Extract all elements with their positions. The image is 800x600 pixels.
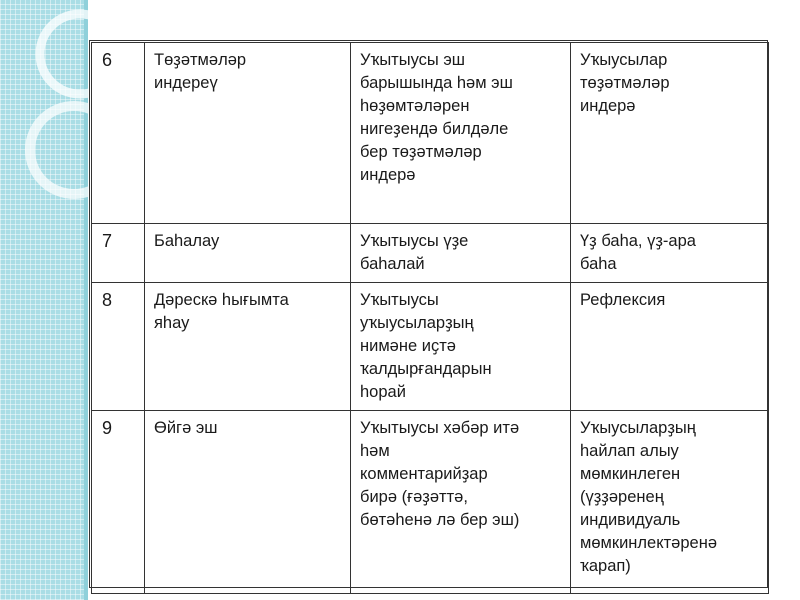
students-activity-cell: Уҡыусылар төҙәтмәләр индерә (571, 43, 769, 224)
row-number: 8 (92, 283, 145, 411)
table-row (92, 224, 769, 283)
stage-cell: Төҙәтмәләр индереү (145, 43, 351, 224)
teacher-activity-cell: Уҡытыусы хәбәр итә һәм комментарийҙар бирә (ғәҙәттә, бөтәһенә лә бер эш) (351, 411, 571, 594)
row-number: 7 (92, 224, 145, 283)
students-activity-cell: Рефлексия (571, 283, 769, 411)
students-activity-cell: Уҡыусыларҙың һайлап алыу мөмкинлеген (үҙҙәренең индивидуаль мөмкинлектәренә ҡарап) (571, 411, 769, 594)
row-number: 9 (92, 411, 145, 594)
table-row (92, 411, 769, 594)
teacher-activity-cell: Уҡытыусы уҡыусыларҙың нимәне иҫтә ҡалдырғандарын һорай (351, 283, 571, 411)
lesson-plan-table (91, 42, 769, 594)
teacher-activity-cell: Уҡытыусы үҙе баһалай (351, 224, 571, 283)
table-row (92, 283, 769, 411)
students-activity-cell: Үҙ баһа, үҙ-ара баһа (571, 224, 769, 283)
stage-cell: Өйгә эш (145, 411, 351, 594)
table-row (92, 43, 769, 224)
stage-cell: Баһалау (145, 224, 351, 283)
row-number: 6 (92, 43, 145, 224)
stage-cell: Дәрескә һығымта яһау (145, 283, 351, 411)
teacher-activity-cell: Уҡытыусы эш барышында һәм эш һөҙөмтәләрен нигеҙендә билдәле бер төҙәтмәләр индерә (351, 43, 571, 224)
